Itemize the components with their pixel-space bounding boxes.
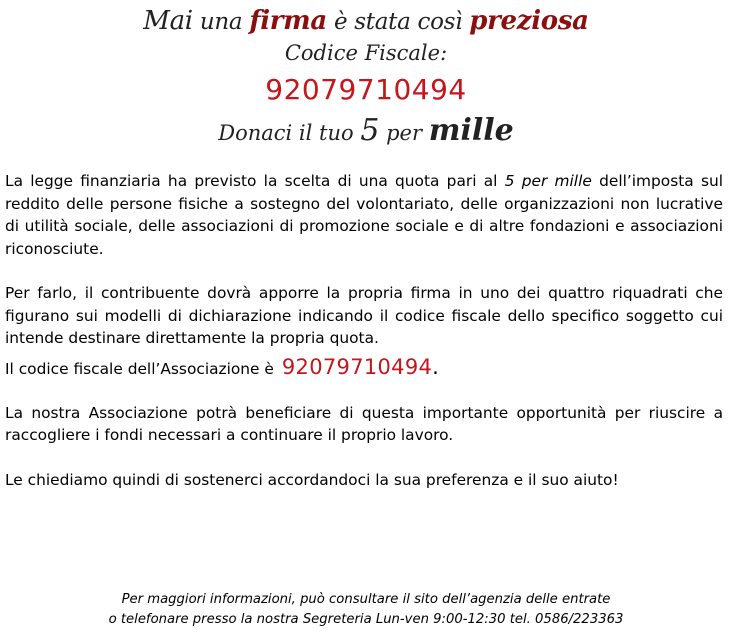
headline-middle: è stata così [333,9,463,35]
tagline-donaci: Donaci il tuo [218,121,354,145]
paragraph-legge: La legge finanziaria ha previsto la scelta di una quota pari al 5 per mille dell’imposta sul reddito delle persone fisiche a sostegno del volontariato, delle organizzazioni non lucrative di utilità sociale, delle associazioni di promozione sociale e di altre fondazioni e associazioni riconosciute. [5,172,723,258]
headline-preziosa: preziosa [469,6,589,36]
header [0,4,732,151]
paragraph-per-farlo: Per farlo, il contribuente dovrà apporre la propria firma in uno dei quattro riquadrati che figurano sui modelli di dichiarazione indicando il codice fiscale dello specifico soggetto cui intende destinare direttamente la propria quota. [5,284,723,347]
paragraph-codice: Il codice fiscale dell’Associazione è 92079710494. [5,354,439,379]
headline-mai: Mai [143,6,193,36]
tagline-5: 5 [360,113,380,148]
association-code: 92079710494 [281,354,433,379]
paragraph-associazione: La nostra Associazione potrà beneficiare di questa importante opportunità per riuscire a raccogliere i fondi necessari a continuare il proprio lavoro. [5,403,723,444]
headline-firma: firma [249,6,327,36]
footer-line-2: o telefonare presso la nostra Segreteria Lun-ven 9:00-12:30 tel. 0586/223363 [108,612,624,627]
footer-line-1: Per maggiori informazioni, può consultare il sito dell’agenzia delle entrate [121,592,611,607]
emphasis-5-per-mille: 5 per mille [504,172,592,190]
tagline-per: per [386,121,423,145]
headline [0,4,732,39]
codice-fiscale-label: Codice Fiscale: [284,41,448,65]
paragraph-sostenerci: Le chiediamo quindi di sostenerci accordandoci la sua preferenza e il suo aiuto! [5,470,619,489]
body-text [5,170,723,491]
codice-fiscale-value: 92079710494 [265,73,467,106]
footer-note [0,590,732,630]
tagline-mille: mille [428,113,514,148]
donate-tagline [0,113,732,151]
headline-una: una [199,9,243,35]
